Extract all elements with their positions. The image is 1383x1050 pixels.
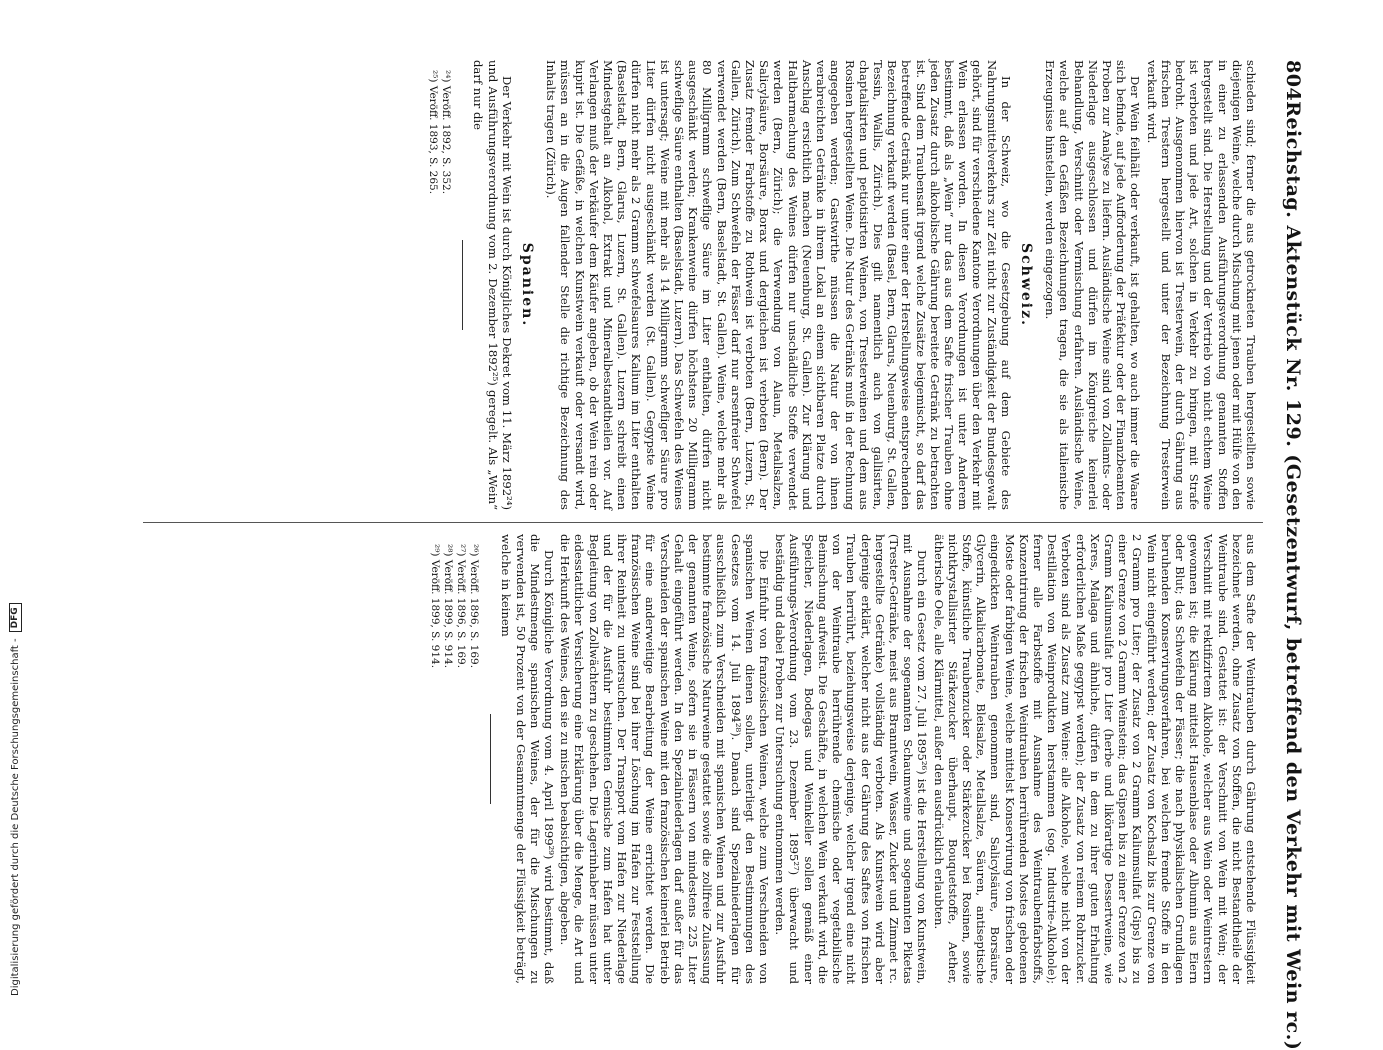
footnote: ²⁶) Veröff. 1896, S. 169. xyxy=(468,544,481,669)
dfg-logo: DFG xyxy=(9,603,22,632)
left-column xyxy=(426,60,1258,510)
credit-text: Digitalisierung gefördert durch die Deutsche Forschungsgemeinschaft - xyxy=(9,638,21,996)
footnote: ²⁸) Veröff. 1899, S. 914. xyxy=(442,544,455,669)
column-divider xyxy=(143,522,1263,523)
left-footnotes xyxy=(426,60,452,510)
section-heading-spanien: Spanien. xyxy=(519,242,536,328)
intro-paragraph: schieden sind; ferner die aus getrockneten Trauben hergestellten sowie diejenigen Weine, welche durch Mischung mit jenen oder mit Hülfe von den in einer zu erlassenden Ausführungsverordnung genannten Stoffen hergestellt sind. Die Herstellung und der Vertrieb von nicht echtem Weine ist verboten und jede Art, solchen in Verkehr zu bringen, mit Strafe bedroht. Ausgenommen hiervon ist Tresterwein, der durch Gährung aus frischen Trestern hergestellt und unter der Bezeichnung Tresterwein verkauft wird. xyxy=(1144,60,1258,510)
right-paragraph: aus dem Safte der Weintrauben durch Gährung entstehende Flüssigkeit bezeichnet werden, ohne Zusatz von Stoffen, die nicht Bestandtheile der Weintraube sind. Gestattet ist: der Verschnitt von Wein mit Wein; der Verschnitt mit rektifizirtem Alkohole, welcher aus Wein oder Weintrestern gewonnen ist; die Klärung mittelst Hausenblase oder Albumin aus Eiern oder Blut; das Schwefeln der Fässer; die nach physikalischen Grundlagen beruhenden Konservirungsverfahren, bei welchen fremde Stoffe in den Wein nicht eingeführt werden; der Zusatz von Kochsalz bis zur Grenze von 2 Gramm pro Liter; der Zusatz von 2 Gramm Kaliumsulfat (Gips) bis zu einer Grenze von 2 Gramm Weinstein; das Gipsen bis zu einer Grenze von 2 Gramm Kaliumsulfat pro Liter (herbe und likörartige Dessertweine, wie Xeres, Malaga und ähnliche, dürfen in dem zu ihrer guten Erhaltung erforderlichen Maße gegypst werden); der Zusatz von reinem Rohrzucker. Verboten sind als Zusatz zum Weine: alle Alkohole, welche nicht von der Destillation von Weinprodukten herstammen (sog. Industrie-Alkohole); ferner alle Farbstoffe mit Ausnahme des Weintraubenfarbstoffs, Konzentrirung der frischen Weintrauben herrührenden Mostes gebotenen Moste oder farbigen Weine, welche mittelst Konservirung von frischen oder eingedickten Weintrauben genommen sind, Salicylsäure, Borsäure, Glycerin, Alkalicarbonate, Bleisalze, Metallsalze, Säuren, antiseptische Stoffe, künstliche Traubenzucker oder Stärkezucker bei Rosinen, sowie nichtkrystallisirter Stärkezucker überhaupt, Bouquetstoffe, Aether, ätherische Oele, alle Klärmittel, außer den ausdrücklich erlaubten. xyxy=(931,534,1258,984)
page-title: Reichstag. Aktenstück Nr. 129. (Gesetzentwurf, betreffend den Verkehr mit Wein rc.) xyxy=(1282,101,1304,1050)
section-heading-schweiz: Schweiz. xyxy=(1017,243,1034,327)
digitization-credit xyxy=(8,6,22,996)
footnote-divider xyxy=(462,240,463,330)
right-column xyxy=(428,534,1258,984)
spanien-paragraph: Der Verkehr mit Wein ist durch Königliches Dekret vom 11. März 1892²⁴) und Ausführungsverordnung vom 2. Dezember 1892²⁵) geregelt. Als „Wein“ darf nur die xyxy=(471,60,514,510)
footnote: ²⁵) Veröff. 1893, S. 265. xyxy=(427,70,440,195)
footnote: ²⁴) Veröff. 1892, S. 352. xyxy=(440,70,453,195)
footnote: ²⁹) Veröff. 1899, S. 914. xyxy=(429,544,442,669)
schweiz-paragraph: In der Schweiz, wo die Gesetzgebung auf dem Gebiete des Nahrungsmittelverkehrs zur Zeit nicht zur Zuständigkeit der Bundesgewalt gehört, sind für verschiedene Kantone Verordnungen über den Verkehr mit Wein erlassen worden. In diesen Verordnungen ist unter Anderem bestimmt, daß als „Wein“ nur das aus dem Safte frischer Trauben ohne jeden Zusatz durch alkoholische Gährung bereitete Getränk zu betrachten ist. Sind dem Traubensaft irgend welche Zusätze beigemischt, so darf das betreffende Getränk nur unter einer der Herstellungsweise entsprechenden Bezeichnung verkauft werden (Basel, Bern, Glarus, Neuenburg, St. Gallen, Tessin, Wallis, Zürich). Dies gilt namentlich auch von gallisirten, chaptalisirten und petiotisirten Weinen, von Tresterweinen und dem aus Rosinen hergestellten Weine. Die Natur des Getränks muß in der Rechnung angegeben werden; Gastwirthe müssen die Natur der von ihnen verabreichten Getränke in ihrem Lokal an einem sichtbaren Platze durch Anschlag ersichtlich machen (Neuenburg, St. Gallen). Zur Klärung und Haltbarmachung des Weines dürfen nur unschädliche Stoffe verwendet werden (Bern, Zürich); die Verwendung von Alaun, Metallsalzen, Salicylsäure, Borsäure, Borax und dergleichen ist verboten (Bern). Der Zusatz fremder Farbstoffe zu Rothwein ist verboten (Bern, Luzern, St. Gallen, Zürich). Zum Schwefeln der Fässer darf nur arsenfreier Schwefel verwendet werden (Bern, Baselstadt, St. Gallen). Weine, welche mehr als 80 Milligramm schweflige Säure im Liter enthalten, dürfen nicht ausgeschänkt werden; Krankenweine dürfen höchstens 20 Milligramm schweflige Säure enthalten (Baselstadt, Luzern). Das Schwefeln des Weines ist untersagt; Weine mit mehr als 14 Milligramm schwefliger Säure pro Liter dürfen nicht ausgeschänkt werden (St. Gallen). Gegypste Weine dürfen nicht mehr als 2 Gramm schwefelsaures Kalium im Liter enthalten (Baselstadt, Bern, Glarus, Luzern, St. Gallen). Luzern schreibt einen Mindestgehalt an Alkohol, Extrakt und Mineralbestandtheilen vor. Auf Verlangen muß der Verkäufer dem Käufer angeben, ob der Wein rein oder kupirt ist. Die Gefäße, in welchen Kunstwein verkauft oder versandt wird, müssen an in die Augen fallender Stelle die richtige Bezeichnung des Inhalts tragen (Zürich). xyxy=(544,60,1013,510)
right-paragraph: Durch ein Gesetz vom 27. Juli 1895²⁶) ist die Herstellung von Kunstwein, mit Ausnahme der sogenannten Schaumweine und sogenannten Piketas (Trester-Getränke, meist aus Branntwein, Wasser, Zucker und Zimmet rc. hergestellte Getränke) vollständig verboten. Als Kunstwein wird aber derjenige erklärt, welcher nicht aus der Gährung des Saftes von frischen Trauben herrührt, beziehungsweise derjenige, welcher irgend eine nicht von der Weintraube herrührende chemische oder vegetabilische Beimischung aufweist. Die Geschäfte, in welchen Wein verkauft wird, die Speicher, Niederlagen, Bodegas und Weinkeller sollen gemäß einer Ausführungs-Verordnung vom 23. Dezember 1895²⁷) überwacht und beständig und dabei Proben zur Untersuchung entnommen werden. xyxy=(773,534,930,984)
footnote: ²⁷) Veröff. 1896, S. 169. xyxy=(455,544,468,669)
running-head xyxy=(1273,60,1313,1050)
rotated-page xyxy=(133,60,1313,1050)
right-paragraph: Durch Königliche Verordnung vom 4. April 1899²⁹) wird bestimmt, daß die Mindestmenge spanischen Weines, der für die Mischungen zu verwenden ist, 50 Prozent von der Gesammtmenge der Flüssigkeit beträgt, welche in keinem xyxy=(499,534,557,984)
right-paragraph: Die Einfuhr von französischen Weinen, welche zum Verschneiden von spanischen Weinen dienen sollen, unterliegt den Bestimmungen des Gesetzes vom 14. Juli 1894²⁸). Danach sind Spezialniederlagen für ausschließlich zum Verschneiden mit spanischen Weinen und zur Ausfuhr bestimmte französische Naturweine gestattet sowie die zollfreie Zulassung der genannten Weine, sofern sie in Fässern von mindestens 225 Liter Gehalt eingeführt werden. In den Spezialniederlagen darf außer für das Verschneiden der spanischen Weine mit den französischen keinerlei Betrieb für eine anderweitige Bearbeitung der Weine errichtet werden. Die französischen Weine sind bei ihrer Löschung im Hafen zur Feststellung ihrer Reinheit zu untersuchen. Der Transport vom Hafen zur Niederlage und der für die Ausfuhr bestimmten Gemische zum Hafen hat unter Begleitung von Zollwächtern zu geschehen. Die Lagerinhaber müssen unter eidesstattlicher Versicherung eine Erklärung über die Menge, die Art und die Herkunft des Weines, den sie zu mischen beabsichtigen, abgeben. xyxy=(558,534,772,984)
intro-paragraph: Der Wein feilhält oder verkauft, ist gehalten, wo auch immer die Waare sich befinde, auf jede Aufforderung der Präfektur oder der Finanzbeamten Proben zur Analyse zu liefern. Ausländische Weine sind von Zollamts- oder Niederlage ausgeschlossen und dürfen im Königreiche keinerlei Behandlung, Verschnitt oder Vermischung erfahren. Ausländische Weine, welche auf den Gefäßen Bezeichnungen tragen, die sie als italienische Erzeugnisse hinstellen, werden eingezogen. xyxy=(1043,60,1143,510)
page-number: 804 xyxy=(1282,60,1304,102)
right-footnotes xyxy=(428,534,480,984)
footnote-divider xyxy=(490,714,491,804)
